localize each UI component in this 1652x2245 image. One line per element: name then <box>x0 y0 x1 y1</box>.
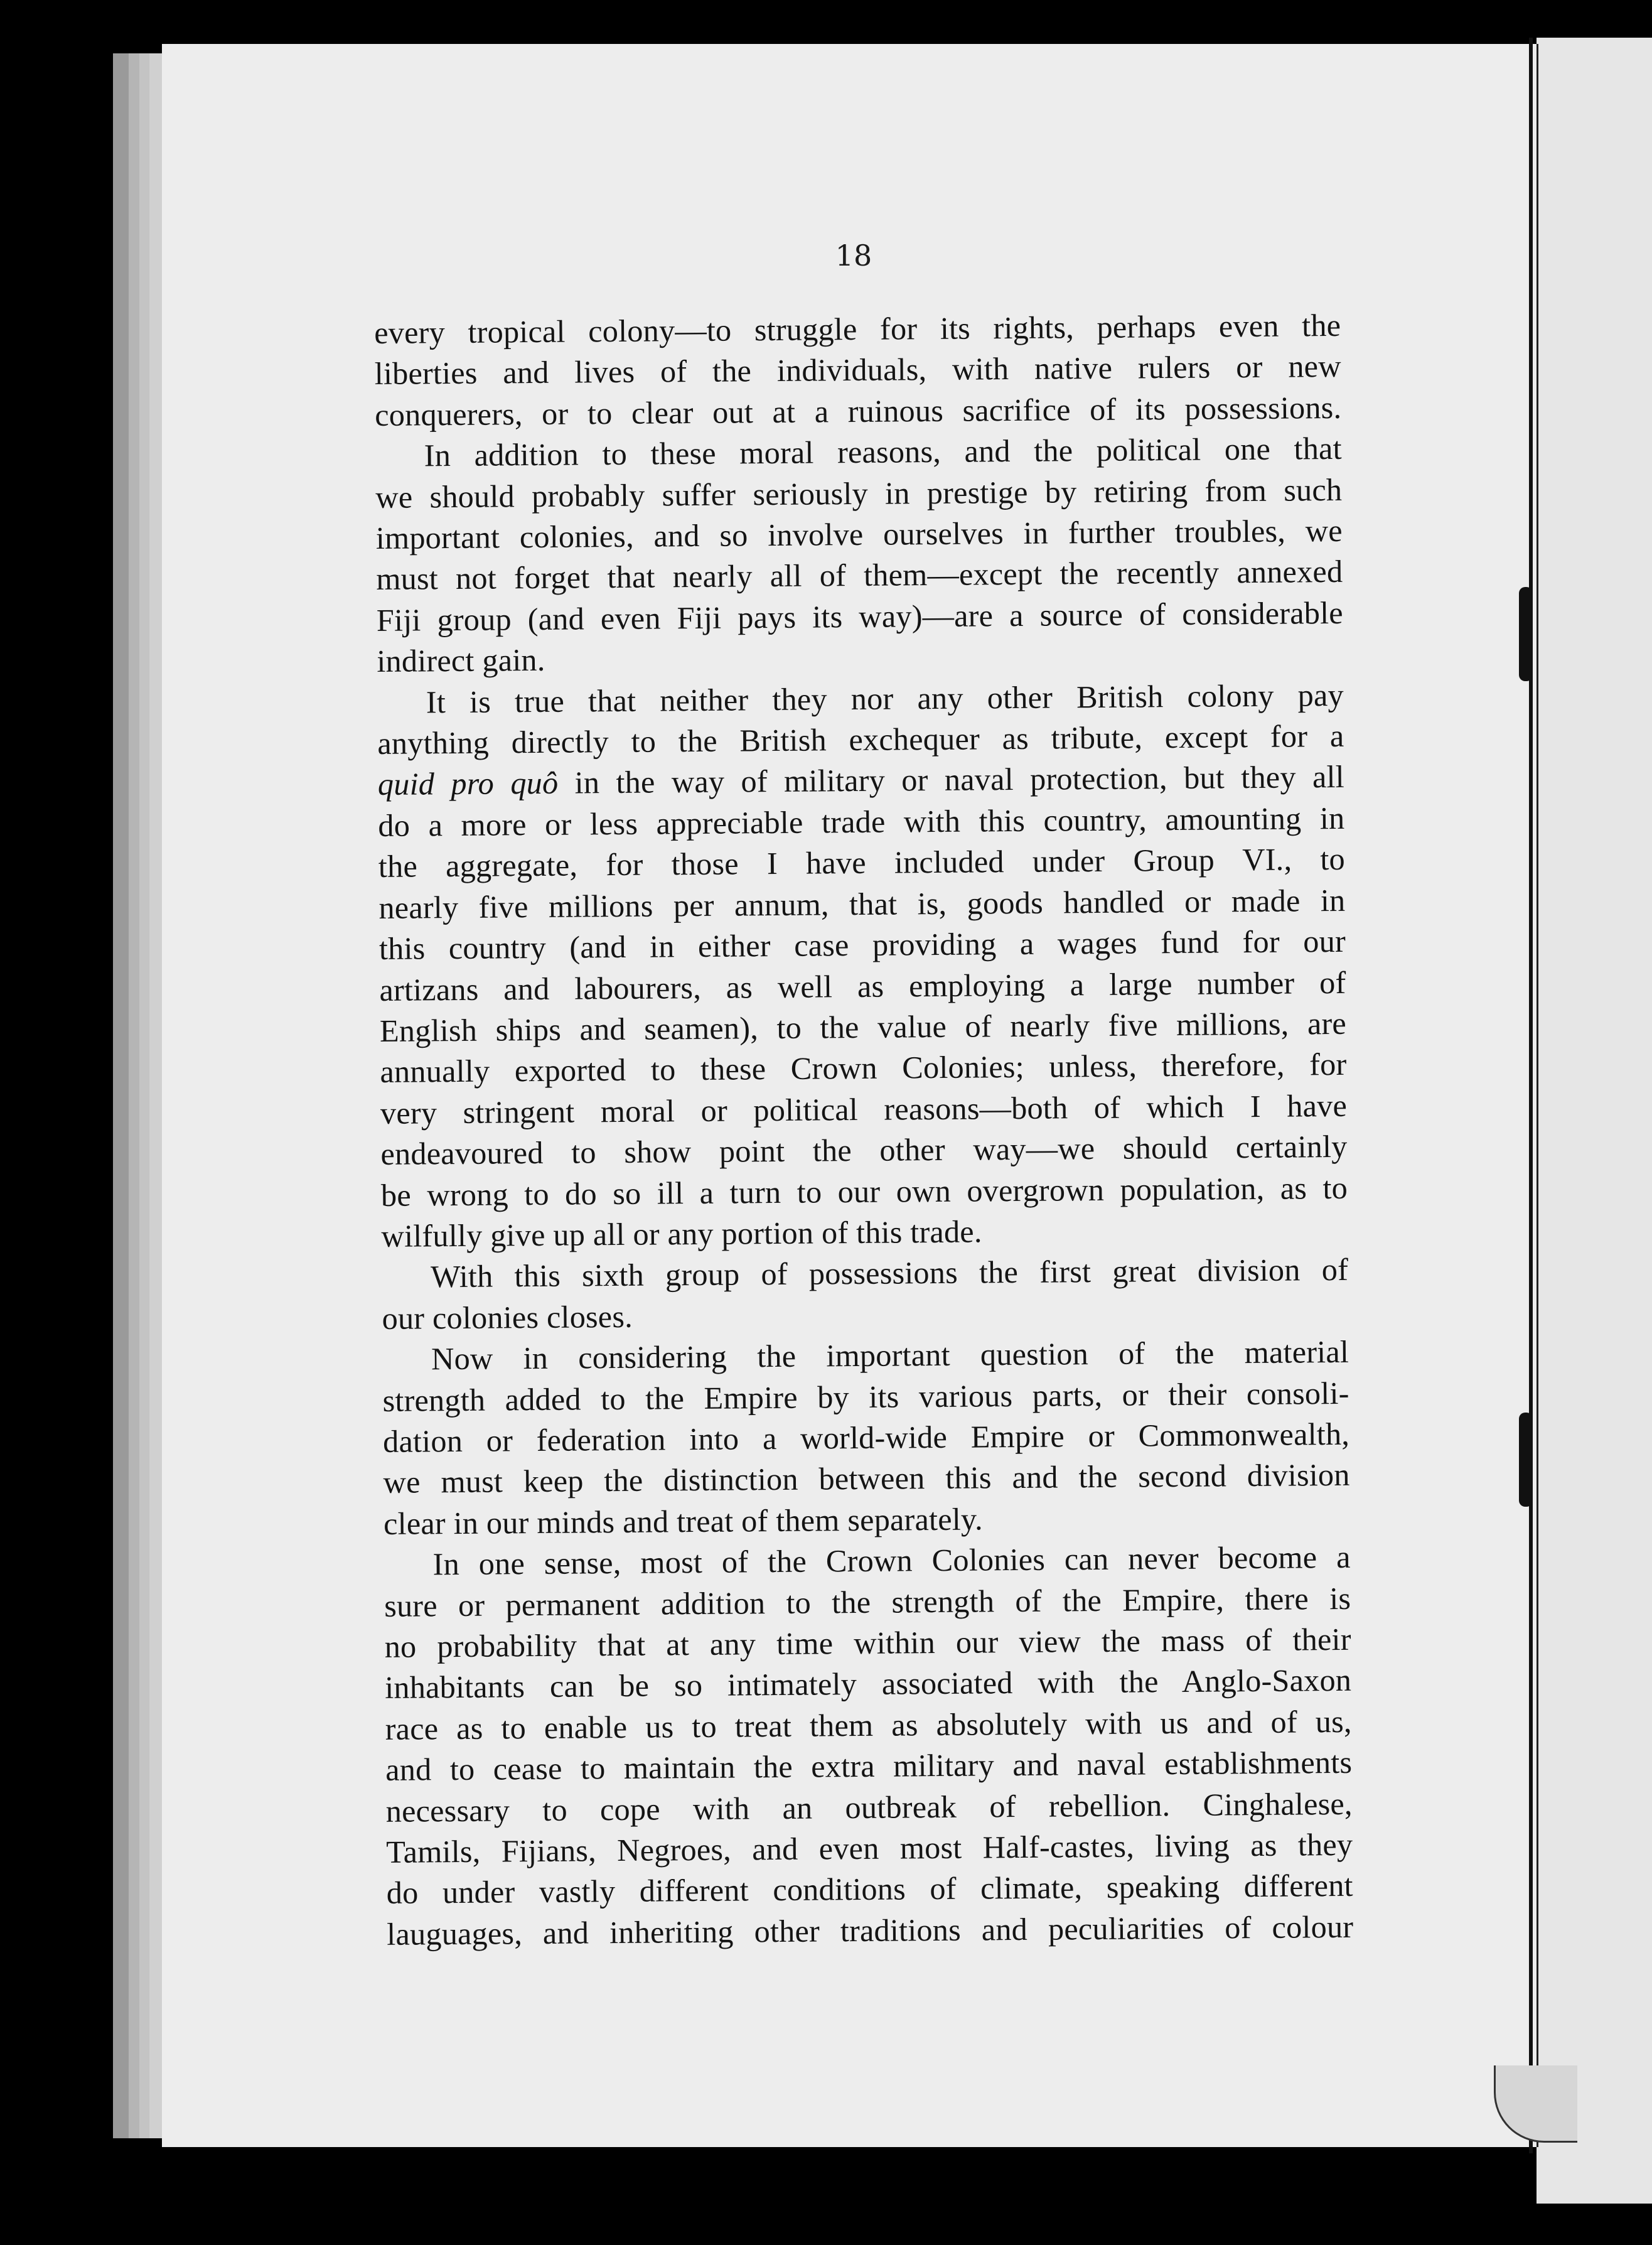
text-line: and to cease to maintain the extra military and naval establishments <box>385 1745 1353 1788</box>
text-line: artizans and labourers, as well as employing a large number of <box>379 964 1346 1008</box>
page-number: 18 <box>835 239 872 272</box>
text-line: conquerers, or to clear out at a ruinous sacrifice of its possessions. <box>375 389 1342 433</box>
body-text <box>374 305 1354 1955</box>
text-line: Tamils, Fijians, Negroes, and even most Half-castes, living as they <box>386 1826 1353 1870</box>
text-line: annually exported to these Crown Colonies; unless, therefore, for <box>380 1047 1347 1090</box>
text-line: necessary to cope with an outbreak of rebellion. Cinghalese, <box>385 1785 1353 1829</box>
text-line: our colonies closes. <box>382 1298 633 1336</box>
text-line: important colonies, and so involve ourselves in further troubles, we <box>375 512 1343 556</box>
text-line: lauguages, and inheriting other traditions and peculiarities of colour <box>387 1909 1354 1952</box>
text-line: anything directly to the British exchequer as tribute, except for a <box>377 718 1344 762</box>
text-line: With this sixth group of possessions the first great division of <box>430 1252 1349 1295</box>
binding-clip <box>1519 1413 1533 1507</box>
text-line: must not forget that nearly all of them—except the recently annexed <box>376 554 1343 597</box>
text-line: quid pro quô in the way of military or naval protection, but they all <box>377 759 1345 802</box>
text-line: every tropical colony—to struggle for its rights, perhaps even the <box>374 307 1341 350</box>
text-line: endeavoured to show point the other way—we should certainly <box>380 1128 1348 1172</box>
text-line: liberties and lives of the individuals, with native rulers or new <box>374 348 1341 392</box>
text-line: strength added to the Empire by its various parts, or their consoli- <box>382 1375 1349 1418</box>
text-line: dation or federation into a world-wide Empire or Commonwealth, <box>382 1416 1350 1459</box>
text-line: race as to enable us to treat them as absolutely with us and of us, <box>385 1703 1352 1747</box>
text-line: be wrong to do so ill a turn to our own overgrown population, as to <box>380 1170 1348 1213</box>
text-line: we must keep the distinction between this and the second division <box>383 1457 1350 1500</box>
text-line: this country (and in either case providing a wages fund for our <box>378 923 1346 967</box>
binding-clip <box>1519 587 1533 681</box>
text-line: very stringent moral or political reasons—both of which I have <box>380 1087 1348 1131</box>
text-line: Fiji group (and even Fiji pays its way)—are a source of considerable <box>376 595 1344 638</box>
text-line: In one sense, most of the Crown Colonies can never become a <box>432 1539 1351 1582</box>
text-line: indirect gain. <box>377 642 545 679</box>
text-line: sure or permanent addition to the strength of the Empire, there is <box>384 1580 1351 1623</box>
text-line: the aggregate, for those I have included under Group VI., to <box>378 841 1346 885</box>
text-line: It is true that neither they nor any other British colony pay <box>426 677 1344 720</box>
facing-page <box>1537 38 1652 2204</box>
text-line: no probability that at any time within our view the mass of their <box>384 1621 1351 1664</box>
italic-phrase: quid pro quô <box>377 765 559 802</box>
text-line: we should probably suffer seriously in prestige by retiring from such <box>375 471 1343 515</box>
text-line: English ships and seamen), to the value of nearly five millions, are <box>379 1005 1347 1048</box>
text-line: wilfully give up all or any portion of this trade. <box>381 1214 982 1254</box>
text-line: do a more or less appreciable trade with this country, amounting in <box>378 800 1345 843</box>
text-line: inhabitants can be so intimately associated with the Anglo-Saxon <box>384 1662 1352 1706</box>
text-line: clear in our minds and treat of them separately. <box>383 1501 983 1541</box>
text-line: In addition to these moral reasons, and the political one that <box>424 431 1342 473</box>
text-line: Now in considering the important question of the material <box>431 1334 1349 1377</box>
text-line: do under vastly different conditions of climate, speaking different <box>386 1868 1353 1911</box>
gutter-shadow <box>1529 38 1533 2153</box>
text-line: nearly five millions per annum, that is, goods handled or made in <box>378 882 1346 925</box>
